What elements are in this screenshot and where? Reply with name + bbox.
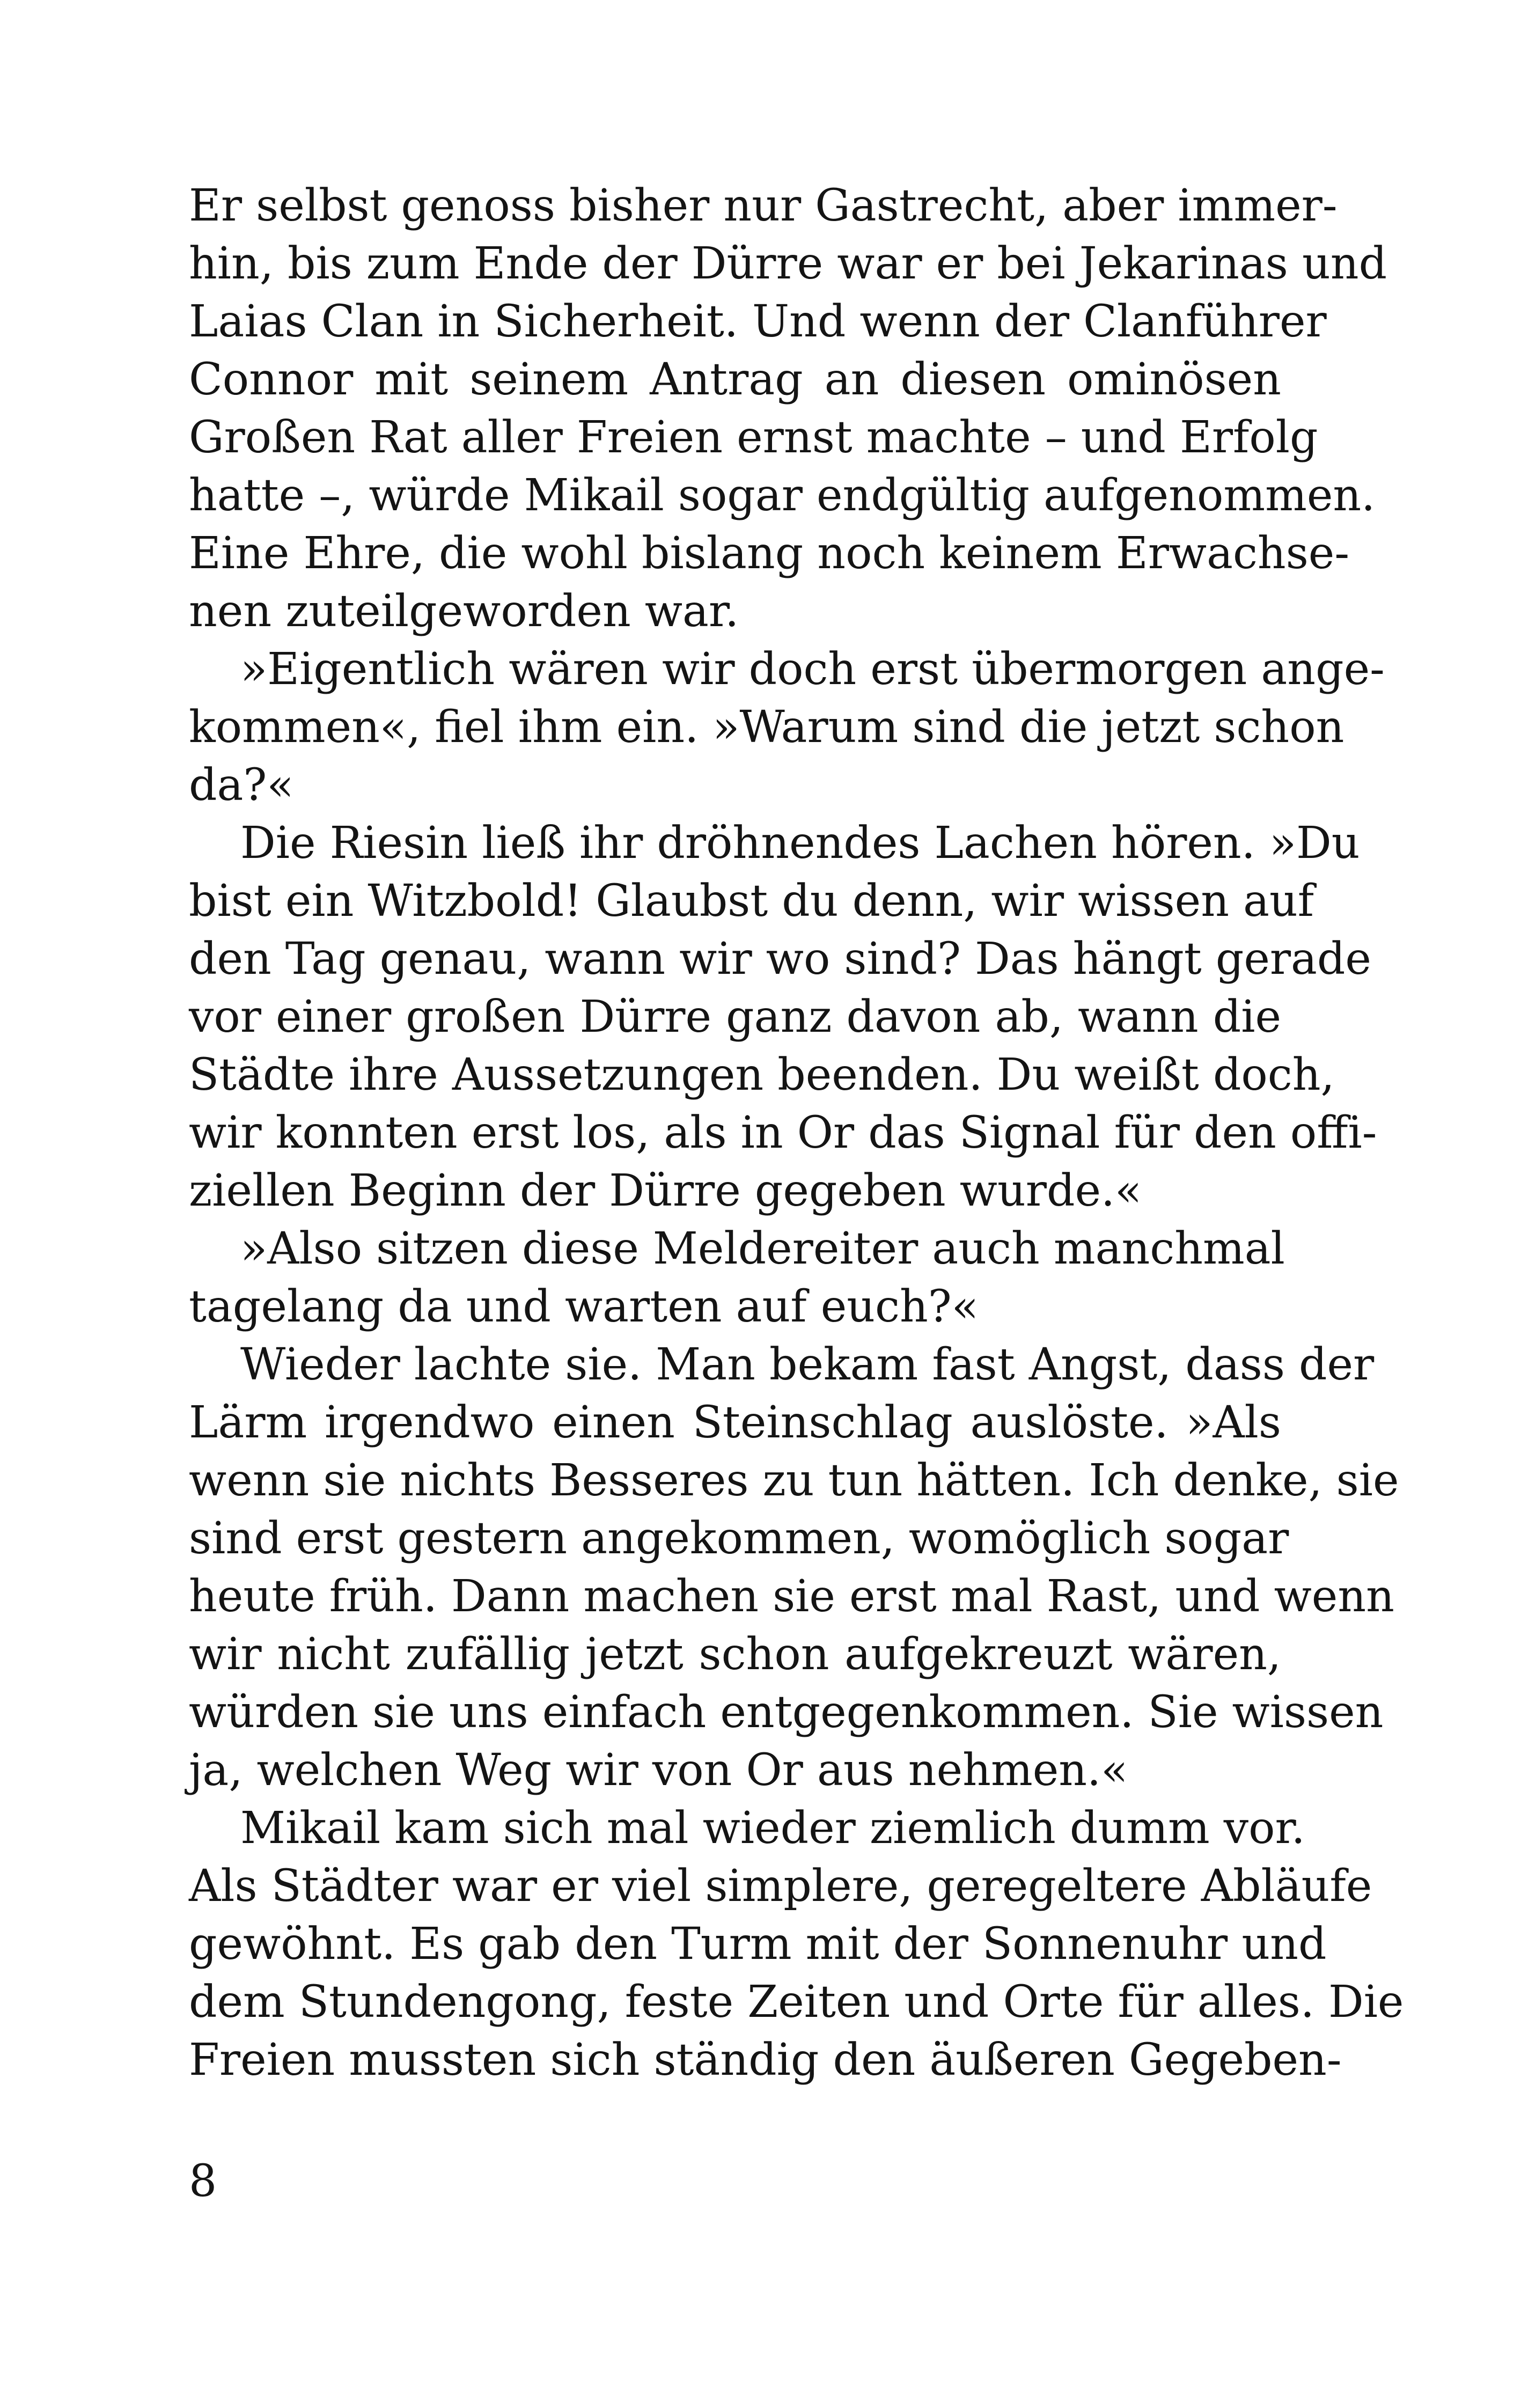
text-line: sind erst gestern angekommen, womöglich sogar <box>189 1513 1289 1564</box>
text-line: hatte –, würde Mikail sogar endgültig aufgenommen. <box>189 470 1376 521</box>
text-line: hin, bis zum Ende der Dürre war er bei Jekarinas und <box>189 238 1387 289</box>
text-line: Wieder lachte sie. Man bekam fast Angst, dass der <box>240 1339 1375 1390</box>
text-line: »Also sitzen diese Meldereiter auch manchmal <box>240 1223 1285 1274</box>
text-line: Connor mit seinem Antrag an diesen ominösen <box>189 354 1281 405</box>
text-line: den Tag genau, wann wir wo sind? Das hängt gerade <box>189 934 1371 985</box>
page-number: 8 <box>189 2156 217 2207</box>
text-line: ziellen Beginn der Dürre gegeben wurde.« <box>189 1165 1142 1216</box>
text-line: da?« <box>189 760 294 811</box>
text-line: gewöhnt. Es gab den Turm mit der Sonnenuhr und <box>189 1919 1327 1970</box>
text-line: vor einer großen Dürre ganz davon ab, wann die <box>189 992 1281 1043</box>
text-line: ja, welchen Weg wir von Or aus nehmen.« <box>189 1745 1128 1796</box>
text-line: wenn sie nichts Besseres zu tun hätten. Ich denke, sie <box>189 1455 1399 1506</box>
text-line: Er selbst genoss bisher nur Gastrecht, aber immer- <box>189 180 1338 231</box>
text-line: Laias Clan in Sicherheit. Und wenn der Clanführer <box>189 296 1327 347</box>
text-line: »Eigentlich wären wir doch erst übermorgen ange- <box>240 644 1385 695</box>
text-line: heute früh. Dann machen sie erst mal Rast, und wenn <box>189 1571 1394 1622</box>
text-line: Städte ihre Aussetzungen beenden. Du weißt doch, <box>189 1049 1335 1100</box>
text-line: kommen«, fiel ihm ein. »Warum sind die jetzt schon <box>189 702 1344 753</box>
text-line: tagelang da und warten auf euch?« <box>189 1281 979 1332</box>
text-line: Freien mussten sich ständig den äußeren Gegeben- <box>189 2035 1342 2086</box>
text-line: würden sie uns einfach entgegenkommen. Sie wissen <box>189 1687 1384 1738</box>
text-line: Eine Ehre, die wohl bislang noch keinem Erwachse- <box>189 528 1350 579</box>
text-line: dem Stundengong, feste Zeiten und Orte für alles. Die <box>189 1977 1404 2028</box>
text-line: Lärm irgendwo einen Steinschlag auslöste. »Als <box>189 1397 1281 1448</box>
text-line: Als Städter war er viel simplere, geregeltere Abläufe <box>189 1861 1372 1912</box>
text-line: nen zuteilgeworden war. <box>189 586 739 637</box>
text-line: wir nicht zufällig jetzt schon aufgekreuzt wären, <box>189 1629 1281 1680</box>
text-line: wir konnten erst los, als in Or das Signal für den offi- <box>189 1107 1377 1158</box>
body-text <box>189 177 1404 2089</box>
text-line: bist ein Witzbold! Glaubst du denn, wir wissen auf <box>189 876 1314 927</box>
text-line: Großen Rat aller Freien ernst machte – und Erfolg <box>189 412 1318 463</box>
text-line: Mikail kam sich mal wieder ziemlich dumm vor. <box>240 1803 1305 1854</box>
text-line: Die Riesin ließ ihr dröhnendes Lachen hören. »Du <box>240 818 1360 869</box>
